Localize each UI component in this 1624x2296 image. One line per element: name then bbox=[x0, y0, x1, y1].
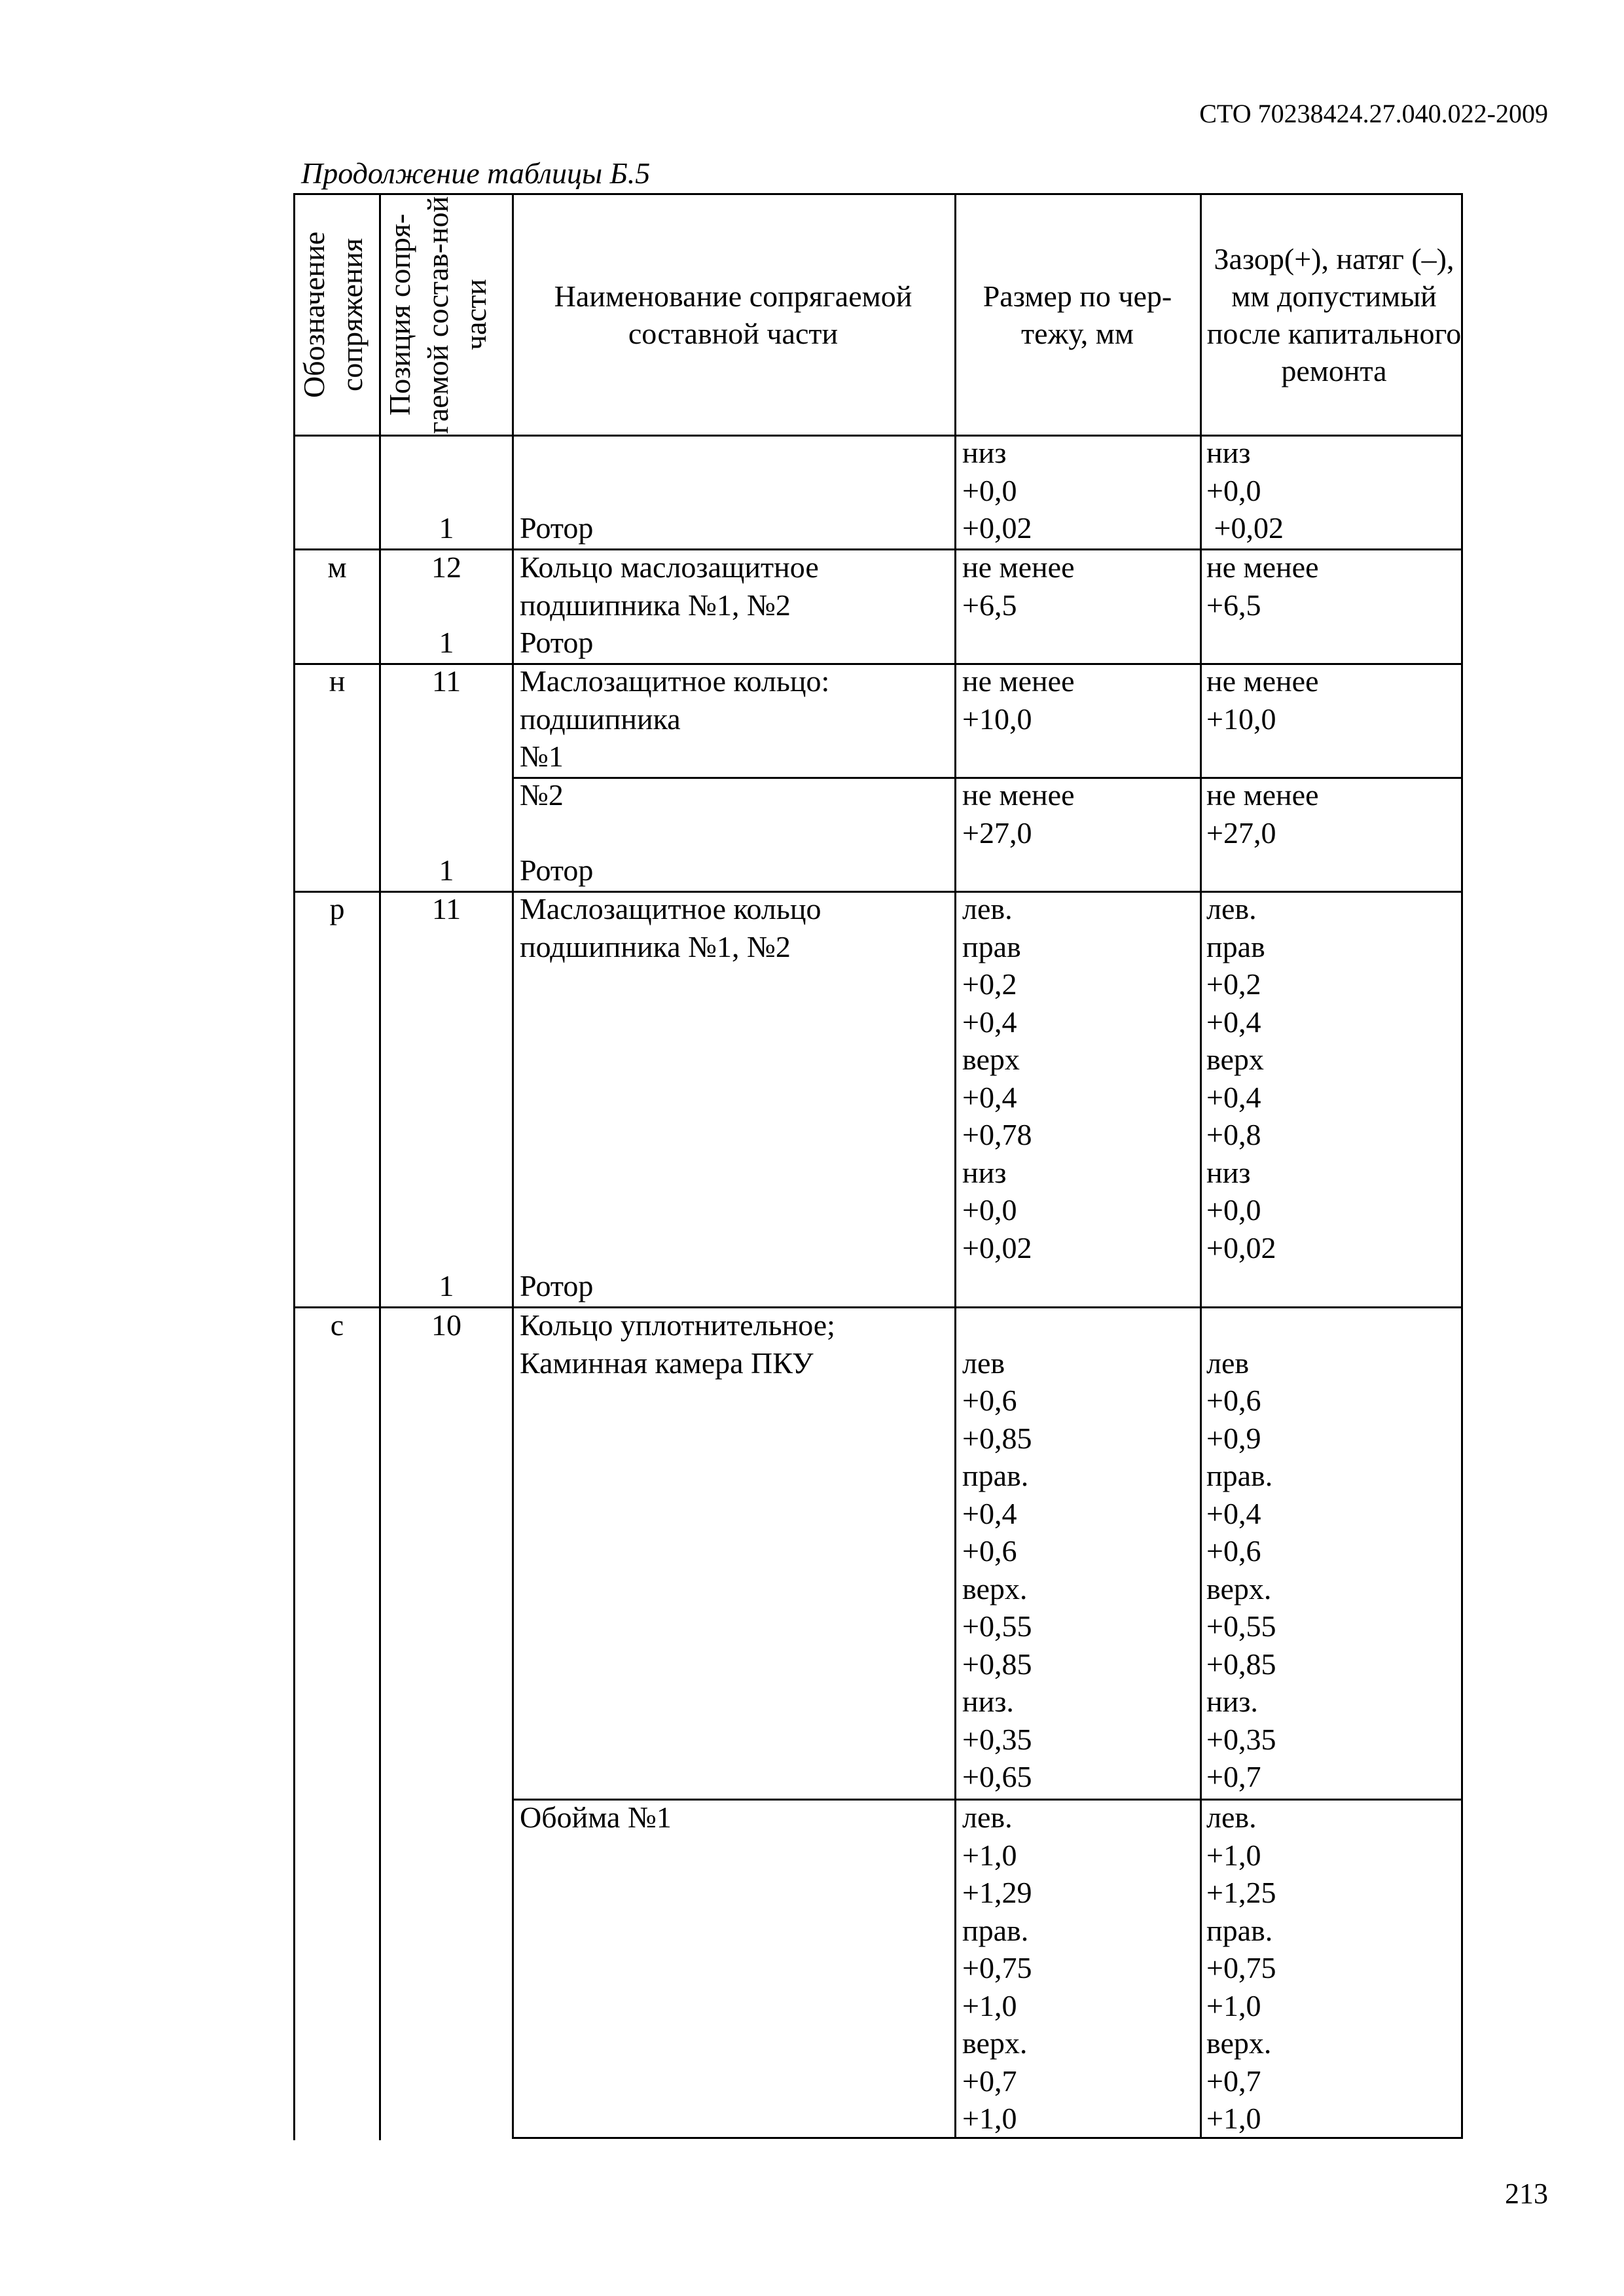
designation-cell: м bbox=[327, 550, 347, 584]
value-line: +1,0 bbox=[962, 2102, 1017, 2135]
value-line: +0,2 bbox=[962, 967, 1017, 1001]
value-line: +0,4 bbox=[1206, 1005, 1261, 1039]
value-line bbox=[381, 586, 512, 624]
value-line: +0,7 bbox=[962, 2064, 1017, 2098]
value-line: прав bbox=[962, 929, 1021, 963]
position-cell: 11 bbox=[431, 892, 461, 925]
designation-cell: р bbox=[329, 892, 345, 925]
position-cell: 10 bbox=[431, 1308, 461, 1342]
value-line: верх bbox=[1206, 1043, 1264, 1076]
value-line: +0,4 bbox=[962, 1005, 1017, 1039]
value-line: +0,0 bbox=[962, 1193, 1017, 1227]
value-line: не менее bbox=[962, 778, 1075, 812]
value-line: +0,7 bbox=[1206, 2064, 1261, 2098]
value-line: 12 bbox=[431, 550, 461, 584]
value-line: лев. bbox=[962, 892, 1013, 925]
value-line: не менее bbox=[962, 550, 1075, 584]
page-number: 213 bbox=[1505, 2178, 1548, 2210]
value-line: верх. bbox=[962, 2026, 1028, 2060]
drawing-size-cell bbox=[962, 1306, 1032, 1796]
table-rule bbox=[512, 193, 514, 2139]
value-line: верх. bbox=[1206, 2026, 1272, 2060]
value-line: низ bbox=[962, 436, 1007, 469]
value-line: +0,55 bbox=[1206, 1609, 1276, 1643]
position-cell: 1 bbox=[439, 1269, 454, 1302]
value-line: прав. bbox=[1206, 1459, 1273, 1492]
value-line: +1,0 bbox=[1206, 1988, 1261, 2022]
value-line: +0,9 bbox=[1206, 1421, 1261, 1455]
value-line: +0,6 bbox=[962, 1534, 1017, 1568]
clearance-cell bbox=[1206, 1306, 1276, 1796]
value-line: подшипника №1, №2 bbox=[520, 588, 791, 622]
value-line bbox=[1206, 1306, 1276, 1344]
value-line: не менее bbox=[1206, 550, 1319, 584]
value-line: +0,85 bbox=[1206, 1647, 1276, 1681]
drawing-size-cell bbox=[962, 890, 1032, 1266]
value-line: низ. bbox=[962, 1685, 1014, 1718]
value-line: +1,0 bbox=[1206, 2102, 1261, 2135]
value-line: Маслозащитное кольцо: bbox=[520, 664, 830, 698]
value-line: +0,02 bbox=[1206, 511, 1284, 545]
table-caption: Продолжение таблицы Б.5 bbox=[301, 156, 651, 190]
table-rule bbox=[954, 193, 956, 2139]
designation-cell: н bbox=[329, 664, 346, 698]
value-line: +0,55 bbox=[962, 1609, 1032, 1643]
value-line: +1,25 bbox=[1206, 1876, 1276, 1909]
value-line: +1,0 bbox=[962, 1838, 1017, 1872]
value-line: лев bbox=[962, 1346, 1005, 1380]
value-line: не менее bbox=[1206, 778, 1319, 812]
value-line: +0,65 bbox=[962, 1760, 1032, 1793]
value-line: +10,0 bbox=[962, 702, 1032, 736]
value-line: подшипника №1, №2 bbox=[520, 929, 791, 963]
header-clearance: Зазор(+), натяг (–), мм допустимый после капитального ремонта bbox=[1206, 242, 1462, 387]
value-line: +0,4 bbox=[962, 1496, 1017, 1530]
value-line: +0,4 bbox=[1206, 1080, 1261, 1114]
table-rule bbox=[293, 193, 295, 2140]
part-name-cell bbox=[520, 890, 821, 965]
value-line: +27,0 bbox=[1206, 816, 1276, 850]
header-position: Позиция сопря-гаемой состав-ной части bbox=[383, 196, 492, 434]
clearance-cell bbox=[1206, 890, 1276, 1266]
value-line: +6,5 bbox=[1206, 588, 1261, 622]
value-line: Ротор bbox=[520, 853, 594, 887]
value-line: +0,6 bbox=[1206, 1534, 1261, 1568]
value-line: верх. bbox=[1206, 1571, 1272, 1605]
value-line: не менее bbox=[962, 664, 1075, 698]
value-line: +0,4 bbox=[962, 1080, 1017, 1114]
value-line: +0,0 bbox=[1206, 473, 1261, 507]
value-line: +0,02 bbox=[962, 1230, 1032, 1265]
value-line: 1 bbox=[439, 626, 454, 659]
value-line: №1 bbox=[520, 740, 564, 773]
value-line: прав. bbox=[962, 1913, 1029, 1947]
value-line: +1,0 bbox=[1206, 1838, 1261, 1872]
value-line: +0,02 bbox=[962, 511, 1032, 545]
value-line: +0,35 bbox=[962, 1722, 1032, 1756]
drawing-size-cell bbox=[962, 1799, 1032, 2138]
position-cell: 1 bbox=[439, 511, 454, 545]
clearance-cell bbox=[1206, 776, 1319, 852]
value-line: лев. bbox=[1206, 892, 1257, 925]
value-line: верх bbox=[962, 1043, 1020, 1076]
position-cell: 1 bbox=[439, 853, 454, 887]
value-line: +0,8 bbox=[1206, 1118, 1261, 1151]
part-name-cell: Ротор bbox=[520, 511, 594, 545]
header-drawing-size: Размер по чер-тежу, мм bbox=[983, 279, 1172, 350]
value-line: +0,35 bbox=[1206, 1722, 1276, 1756]
drawing-size-cell bbox=[962, 434, 1032, 547]
value-line: +0,4 bbox=[1206, 1496, 1261, 1530]
standard-code: СТО 70238424.27.040.022-2009 bbox=[1199, 99, 1548, 128]
table-rule bbox=[379, 193, 381, 2140]
header-designation: Обозначение сопряжения bbox=[297, 231, 369, 399]
value-line: +10,0 bbox=[1206, 702, 1276, 736]
value-line: не менее bbox=[1206, 664, 1319, 698]
value-line: прав bbox=[1206, 929, 1265, 963]
position-cell bbox=[381, 548, 512, 662]
value-line: +0,75 bbox=[962, 1951, 1032, 1984]
table-rule bbox=[293, 435, 1463, 437]
designation-cell: с bbox=[330, 1308, 344, 1342]
value-line: Кольцо маслозащитное bbox=[520, 550, 819, 584]
value-line: Ротор bbox=[520, 626, 594, 659]
drawing-size-cell bbox=[962, 548, 1075, 624]
part-name-cell bbox=[520, 776, 593, 889]
part-name-cell: Ротор bbox=[520, 1269, 594, 1302]
value-line: №2 bbox=[520, 778, 564, 812]
value-line: +0,6 bbox=[1206, 1384, 1261, 1417]
part-name-cell: Обойма №1 bbox=[520, 1801, 672, 1834]
value-line: лев. bbox=[962, 1801, 1013, 1834]
value-line bbox=[520, 814, 593, 852]
value-line: низ. bbox=[1206, 1685, 1258, 1718]
value-line: +0,2 bbox=[1206, 967, 1261, 1001]
header-part-name: Наименование сопрягаемой составной части bbox=[554, 279, 912, 350]
part-name-cell bbox=[520, 548, 819, 662]
value-line bbox=[962, 1306, 1032, 1344]
value-line: низ bbox=[1206, 1155, 1251, 1189]
part-name-cell bbox=[520, 1306, 835, 1382]
value-line: подшипника bbox=[520, 702, 681, 736]
part-name-cell bbox=[520, 662, 829, 776]
value-line: +0,85 bbox=[962, 1647, 1032, 1681]
clearance-cell bbox=[1206, 548, 1319, 624]
table-rule bbox=[1200, 193, 1202, 2139]
position-cell: 11 bbox=[431, 664, 461, 698]
value-line: +0,78 bbox=[962, 1118, 1032, 1151]
value-line: лев. bbox=[1206, 1801, 1257, 1834]
value-line: +0,7 bbox=[1206, 1760, 1261, 1793]
value-line: +6,5 bbox=[962, 588, 1017, 622]
value-line: лев bbox=[1206, 1346, 1250, 1380]
value-line: +0,0 bbox=[1206, 1193, 1261, 1227]
value-line: прав. bbox=[962, 1459, 1029, 1492]
value-line: +0,75 bbox=[1206, 1951, 1276, 1984]
value-line: +0,02 bbox=[1206, 1230, 1276, 1265]
value-line: +0,0 bbox=[962, 473, 1017, 507]
value-line: Маслозащитное кольцо bbox=[520, 892, 821, 925]
clearance-cell bbox=[1206, 662, 1319, 738]
value-line: +0,85 bbox=[962, 1421, 1032, 1455]
value-line: Каминная камера ПКУ bbox=[520, 1346, 814, 1380]
value-line: верх. bbox=[962, 1571, 1028, 1605]
value-line: +0,6 bbox=[962, 1384, 1017, 1417]
value-line: +27,0 bbox=[962, 816, 1032, 850]
value-line: прав. bbox=[1206, 1913, 1273, 1947]
clearance-cell bbox=[1206, 434, 1284, 547]
clearance-cell bbox=[1206, 1799, 1276, 2138]
drawing-size-cell bbox=[962, 776, 1075, 852]
value-line: +1,29 bbox=[962, 1876, 1032, 1909]
value-line: низ bbox=[962, 1155, 1007, 1189]
value-line: низ bbox=[1206, 436, 1251, 469]
value-line: Кольцо уплотнительное; bbox=[520, 1308, 835, 1342]
value-line: +1,0 bbox=[962, 1988, 1017, 2022]
table-rule bbox=[1461, 193, 1463, 2139]
drawing-size-cell bbox=[962, 662, 1075, 738]
